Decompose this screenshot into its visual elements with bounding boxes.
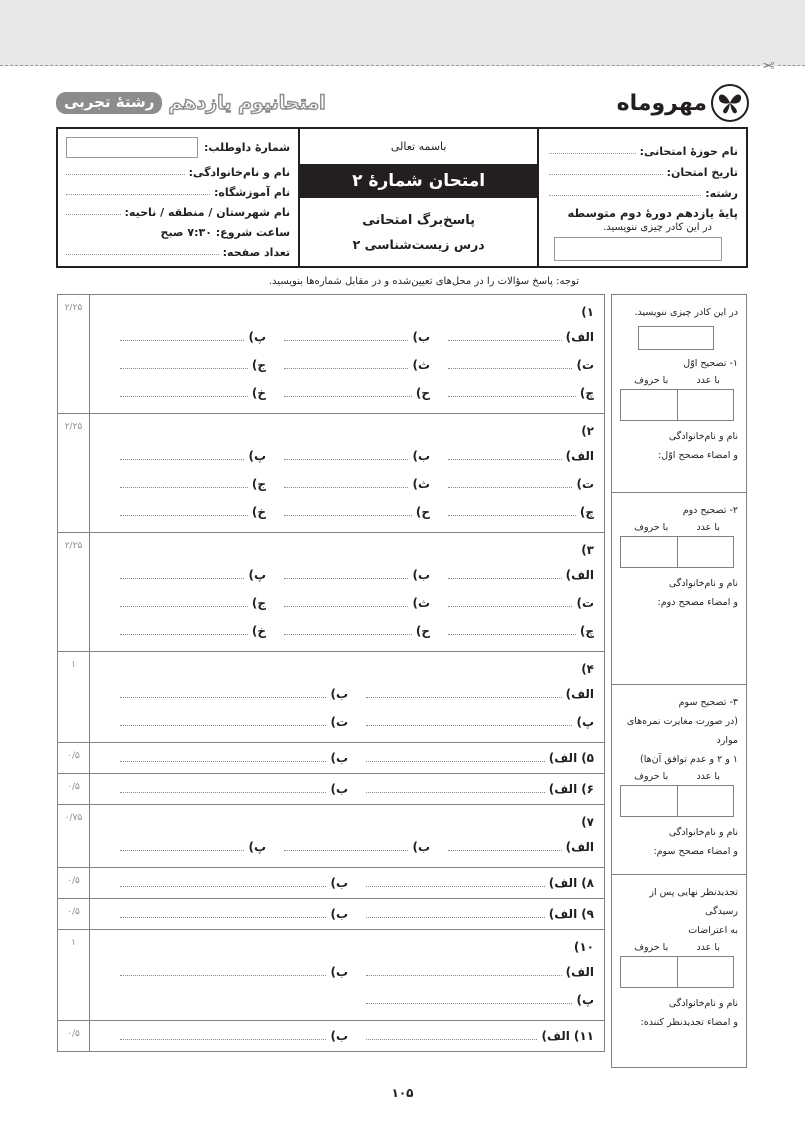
answer-field[interactable] [102,449,266,463]
answer-field[interactable] [102,596,266,610]
grader-name-label: نام و نام‌خانوادگی [668,431,738,442]
grading-section [612,875,746,1065]
answer-line-row [102,589,594,617]
brand-logo [617,84,749,122]
bismillah: باسمه تعالی [390,140,447,153]
answer-field[interactable] [102,330,266,344]
by-letters-label: با حروف [634,375,669,386]
question-number: ۳) [581,543,594,557]
answer-label: چ) [579,505,594,519]
question-score: ۰/۵ [58,774,90,804]
by-number-label: با عدد [696,771,720,782]
answer-label: چ) [579,386,594,400]
answer-label: خ) [251,505,266,519]
answer-label: ب) [330,876,348,890]
answer-blank-line[interactable] [120,459,244,460]
answer-blank-line[interactable] [120,606,248,607]
question-row [58,1021,604,1051]
grader-signature-label[interactable]: و امضاء مصحح اوّل: [658,450,738,461]
by-letters-label: با حروف [634,522,669,533]
score-columns [620,522,734,533]
exam-date-field[interactable]: تاریخ امتحان: [549,158,738,179]
answer-label: ب) [412,330,430,344]
answer-blank-line[interactable] [120,487,248,488]
answer-label: ح) [415,386,430,400]
answer-label: ب) [412,840,430,854]
answer-line-row [102,470,594,498]
answer-field[interactable] [102,624,266,638]
answer-blank-line[interactable] [120,697,326,698]
grading-section-note: (در صورت مغایرت نمره‌های موارد [626,716,738,746]
answer-label: ج) [251,477,266,491]
answer-line-row [102,986,594,1014]
score-letters-input[interactable] [621,537,677,567]
grader-signature-label[interactable]: و امضاء مصحح دوم: [657,597,738,608]
answer-blank-line[interactable] [284,578,408,579]
answer-field[interactable] [430,624,594,638]
answer-blank-line[interactable] [120,725,326,726]
answer-label: ج) [251,358,266,372]
answer-blank-line[interactable] [366,725,572,726]
question-body [90,805,604,867]
answer-field[interactable] [266,386,430,400]
grading-section-note: به اعتراضات [688,925,738,936]
answer-label: الف) [548,907,578,921]
answer-blank-line[interactable] [448,487,572,488]
score-letters-input[interactable] [621,390,677,420]
instructions-note: توجه: پاسخ سؤالات را در محل‌های تعیین‌شده و در مقابل شماره‌ها بنویسید. [268,276,579,287]
answer-field[interactable] [102,358,266,372]
answer-label: ت) [330,715,348,729]
reserved-box [554,237,722,261]
answer-field[interactable] [430,330,594,344]
answer-label: الف) [565,330,594,344]
by-letters-label: با حروف [634,942,669,953]
answer-field[interactable] [102,907,348,921]
answer-label: الف) [548,876,578,890]
question-body [90,533,604,651]
answer-blank-line[interactable] [448,515,576,516]
answer-label: الف) [565,568,594,582]
answer-blank-line[interactable] [120,850,244,851]
answer-blank-line[interactable] [120,368,248,369]
question-row [58,899,604,930]
answer-blank-line[interactable] [448,368,572,369]
answer-field[interactable] [266,505,430,519]
answer-blank-line[interactable] [366,761,545,762]
answer-field[interactable] [430,568,594,582]
grading-section-title: ۱- تصحیح اوّل [683,358,738,369]
question-row [58,533,604,652]
answer-field[interactable] [102,782,348,796]
score-box [620,956,734,988]
answer-field[interactable] [102,505,266,519]
answer-blank-line[interactable] [448,340,562,341]
field-of-study-field[interactable]: رشته: [549,179,738,200]
question-body [90,930,604,1020]
answer-field[interactable] [348,965,594,979]
answer-blank-line[interactable] [366,697,562,698]
answer-label: ت) [576,477,594,491]
answer-blank-line[interactable] [284,606,408,607]
answer-blank-line[interactable] [366,792,545,793]
score-letters-input[interactable] [621,786,677,816]
answer-line-row [102,1021,594,1051]
answer-blank-line[interactable] [284,487,408,488]
butterfly-icon [711,84,749,122]
answer-blank-line[interactable] [448,850,562,851]
answer-field[interactable] [430,477,594,491]
fullname-field[interactable]: نام و نام‌خانوادگی: [66,159,290,179]
question-score: ۲/۲۵ [58,295,90,413]
answer-field[interactable] [266,596,430,610]
grading-section-title: ۳- تصحیح سوم [678,697,738,708]
question-body [90,774,604,804]
answer-field[interactable] [430,386,594,400]
answer-blank-line[interactable] [366,975,562,976]
question-number: ۵) [581,751,594,765]
score-letters-input[interactable] [621,957,677,987]
answer-line-row [102,617,594,645]
answer-field[interactable] [430,358,594,372]
answer-blank-line[interactable] [366,917,545,918]
city-field[interactable]: نام شهرستان / منطقه / ناحیه: [66,199,290,219]
question-row [58,774,604,805]
answer-label: ت) [576,358,594,372]
answer-line-row [102,323,594,351]
answer-label: الف) [565,449,594,463]
question-row [58,743,604,774]
cut-line-end [778,65,805,66]
answer-line-row [102,442,594,470]
question-number: ۹) [581,907,594,921]
header-student-info [58,129,298,266]
answer-line-row [102,743,594,773]
answer-blank-line[interactable] [284,368,408,369]
answer-line-row [102,958,594,986]
answer-blank-line[interactable] [120,761,326,762]
answer-line-row [102,868,594,898]
page-count-field[interactable]: تعداد صفحه: [66,239,290,259]
answer-line-row [102,379,594,407]
answer-field[interactable] [102,1029,348,1043]
question-score: ۱ [58,930,90,1020]
answer-label: ح) [415,505,430,519]
question-score: ۰/۵ [58,868,90,898]
question-body [90,295,604,413]
score-number-input[interactable] [677,537,734,567]
candidate-number-input[interactable] [66,137,198,158]
answer-line-row [102,561,594,589]
question-number: ۱۱) [573,1029,594,1043]
answer-blank-line[interactable] [366,1003,572,1004]
answer-line-row [102,899,594,929]
answer-field[interactable] [266,624,430,638]
question-row [58,868,604,899]
by-letters-label: با حروف [634,771,669,782]
answer-field[interactable] [348,907,594,921]
answer-blank-line[interactable] [448,578,562,579]
answer-label: پ) [576,715,594,729]
answer-blank-line[interactable] [284,396,412,397]
score-number-input[interactable] [677,390,734,420]
answer-label: ب) [330,907,348,921]
answer-blank-line[interactable] [284,515,412,516]
answer-field[interactable] [266,330,430,344]
answer-field[interactable] [266,449,430,463]
answer-field[interactable] [266,568,430,582]
answer-label: ب) [330,751,348,765]
question-number: ۸) [581,876,594,890]
series-badge: رشتهٔ تجربی [56,92,162,114]
brand-name: مهروماه [616,90,707,116]
score-number-input[interactable] [677,957,734,987]
question-row [58,652,604,743]
box-note: در این کادر چیزی ننویسید. [603,222,712,233]
answer-field[interactable] [348,1029,594,1043]
question-number: ۶) [581,782,594,796]
answer-label: ب) [412,568,430,582]
answer-blank-line[interactable] [448,459,562,460]
answer-blank-line[interactable] [366,1039,537,1040]
cut-line [0,65,760,66]
answer-field[interactable] [266,477,430,491]
by-number-label: با عدد [696,522,720,533]
answer-field[interactable] [102,965,348,979]
question-number: ۱۰) [573,940,594,954]
answer-blank-line[interactable] [366,886,545,887]
answer-blank-line[interactable] [120,917,326,918]
answer-blank-line[interactable] [284,340,408,341]
answer-label: پ) [248,449,266,463]
answer-blank-line[interactable] [120,1039,326,1040]
question-body [90,899,604,929]
answer-blank-line[interactable] [284,850,408,851]
series-title [56,92,326,114]
answer-label: ب) [412,449,430,463]
answer-label: الف) [548,751,578,765]
answer-line-row [102,680,594,708]
reserved-box [638,326,714,350]
answer-blank-line[interactable] [120,578,244,579]
answer-blank-line[interactable] [448,634,576,635]
sheet-title: پاسخ‌برگ امتحانی [362,213,476,228]
exam-title: امتحان شمارهٔ ۲ [300,164,537,198]
question-row [58,414,604,533]
answer-blank-line[interactable] [120,886,326,887]
answer-label: ح) [415,624,430,638]
header-exam-info [537,129,746,266]
answer-field[interactable] [348,993,594,1007]
answer-label: ب) [330,965,348,979]
answer-blank-line[interactable] [120,634,248,635]
answer-field[interactable] [102,840,266,854]
page-number: ۱۰۵ [391,1086,414,1100]
answer-field[interactable] [430,596,594,610]
scissors-icon: ✂ [762,56,775,74]
question-body [90,1021,604,1051]
exam-header [56,127,748,268]
grading-section [612,295,746,493]
answer-field[interactable] [430,449,594,463]
answer-label: ج) [251,596,266,610]
answer-label: ت) [576,596,594,610]
question-score: ۰/۷۵ [58,805,90,867]
subject-title: درس زیست‌شناسی ۲ [352,237,485,252]
answer-label: ث) [412,596,430,610]
question-score: ۰/۵ [58,899,90,929]
answer-field[interactable] [102,876,348,890]
score-number-input[interactable] [677,786,734,816]
by-number-label: با عدد [696,942,720,953]
answer-field[interactable] [266,358,430,372]
answer-label: الف) [541,1029,570,1043]
answer-field[interactable] [102,477,266,491]
answer-field[interactable] [348,751,594,765]
answer-line-row [102,708,594,736]
question-score: ۰/۵ [58,1021,90,1051]
start-time: ساعت شروع: ۷:۳۰ صبح [160,226,291,239]
grader-name-label: نام و نام‌خانوادگی [668,578,738,589]
score-box [620,536,734,568]
answer-field[interactable] [102,687,348,701]
answer-label: پ) [248,568,266,582]
answer-label: الف) [565,687,594,701]
score-columns [620,942,734,953]
score-columns [620,771,734,782]
answer-field[interactable] [102,568,266,582]
answer-field[interactable] [102,751,348,765]
answer-label: چ) [579,624,594,638]
answer-label: پ) [248,840,266,854]
exam-area-field[interactable]: نام حوزهٔ امتحانی: [549,137,738,158]
answer-label: ب) [330,1029,348,1043]
question-row [58,930,604,1021]
question-score: ۲/۲۵ [58,414,90,532]
grading-section [612,685,746,875]
answer-line-row [102,774,594,804]
question-number: ۴) [581,662,594,676]
question-body [90,743,604,773]
answer-field[interactable] [430,840,594,854]
answer-blank-line[interactable] [448,396,576,397]
grading-section [612,493,746,685]
grading-panel [611,294,747,1068]
grade-level: پایهٔ یازدهم دورهٔ دوم متوسطه [567,206,738,220]
question-number: ۷) [581,815,594,829]
question-score: ۱ [58,652,90,742]
answer-blank-line[interactable] [120,396,248,397]
grading-section-title: ۲- تصحیح دوم [682,505,738,516]
score-box [620,785,734,817]
answer-blank-line[interactable] [284,459,408,460]
grader-signature-label[interactable]: و امضاء مصحح سوم: [653,846,738,857]
answer-field[interactable] [102,715,348,729]
answer-field[interactable] [348,876,594,890]
series-name: امتحانیوم یازدهم [168,92,326,114]
top-margin-band [0,0,805,66]
question-body [90,868,604,898]
score-columns [620,375,734,386]
answer-line-row [102,498,594,526]
answer-label: ث) [412,358,430,372]
answer-label: ث) [412,477,430,491]
answer-blank-line[interactable] [120,975,326,976]
answer-field[interactable] [348,715,594,729]
answer-field[interactable] [102,386,266,400]
answer-blank-line[interactable] [120,792,326,793]
answer-label: الف) [548,782,578,796]
header-exam-title [298,129,537,266]
by-number-label: با عدد [696,375,720,386]
question-score: ۲/۲۵ [58,533,90,651]
no-write-note: در این کادر چیزی ننویسید. [634,307,738,318]
answer-label: الف) [565,965,594,979]
answer-blank-line[interactable] [448,606,572,607]
grader-name-label: نام و نام‌خانوادگی [668,827,738,838]
answer-label: خ) [251,624,266,638]
question-number: ۱) [581,305,594,319]
question-number: ۲) [581,424,594,438]
candidate-number-field: شمارهٔ داوطلب: [66,135,290,159]
grading-section-note: ۱ و ۲ و عدم توافق آن‌ها) [640,754,738,765]
answer-blank-line[interactable] [120,515,248,516]
answer-line-row [102,351,594,379]
answer-label: ب) [330,687,348,701]
grader-name-label: نام و نام‌خانوادگی [668,998,738,1009]
answer-field[interactable] [348,687,594,701]
score-box [620,389,734,421]
question-row [58,295,604,414]
answer-label: پ) [248,330,266,344]
answer-line-row [102,833,594,861]
question-score: ۰/۵ [58,743,90,773]
question-body [90,414,604,532]
answer-label: خ) [251,386,266,400]
answer-field[interactable] [348,782,594,796]
answer-field[interactable] [266,840,430,854]
answer-blank-line[interactable] [284,634,412,635]
grader-signature-label[interactable]: و امضاء تجدیدنظر کننده: [640,1017,738,1028]
answer-label: الف) [565,840,594,854]
question-row [58,805,604,868]
answer-table [57,294,605,1052]
school-field[interactable]: نام آموزشگاه: [66,179,290,199]
answer-label: ب) [330,782,348,796]
grading-section-title: تجدیدنظر نهایی پس از رسیدگی [649,887,738,917]
question-body [90,652,604,742]
answer-blank-line[interactable] [120,340,244,341]
answer-label: پ) [576,993,594,1007]
answer-field[interactable] [430,505,594,519]
